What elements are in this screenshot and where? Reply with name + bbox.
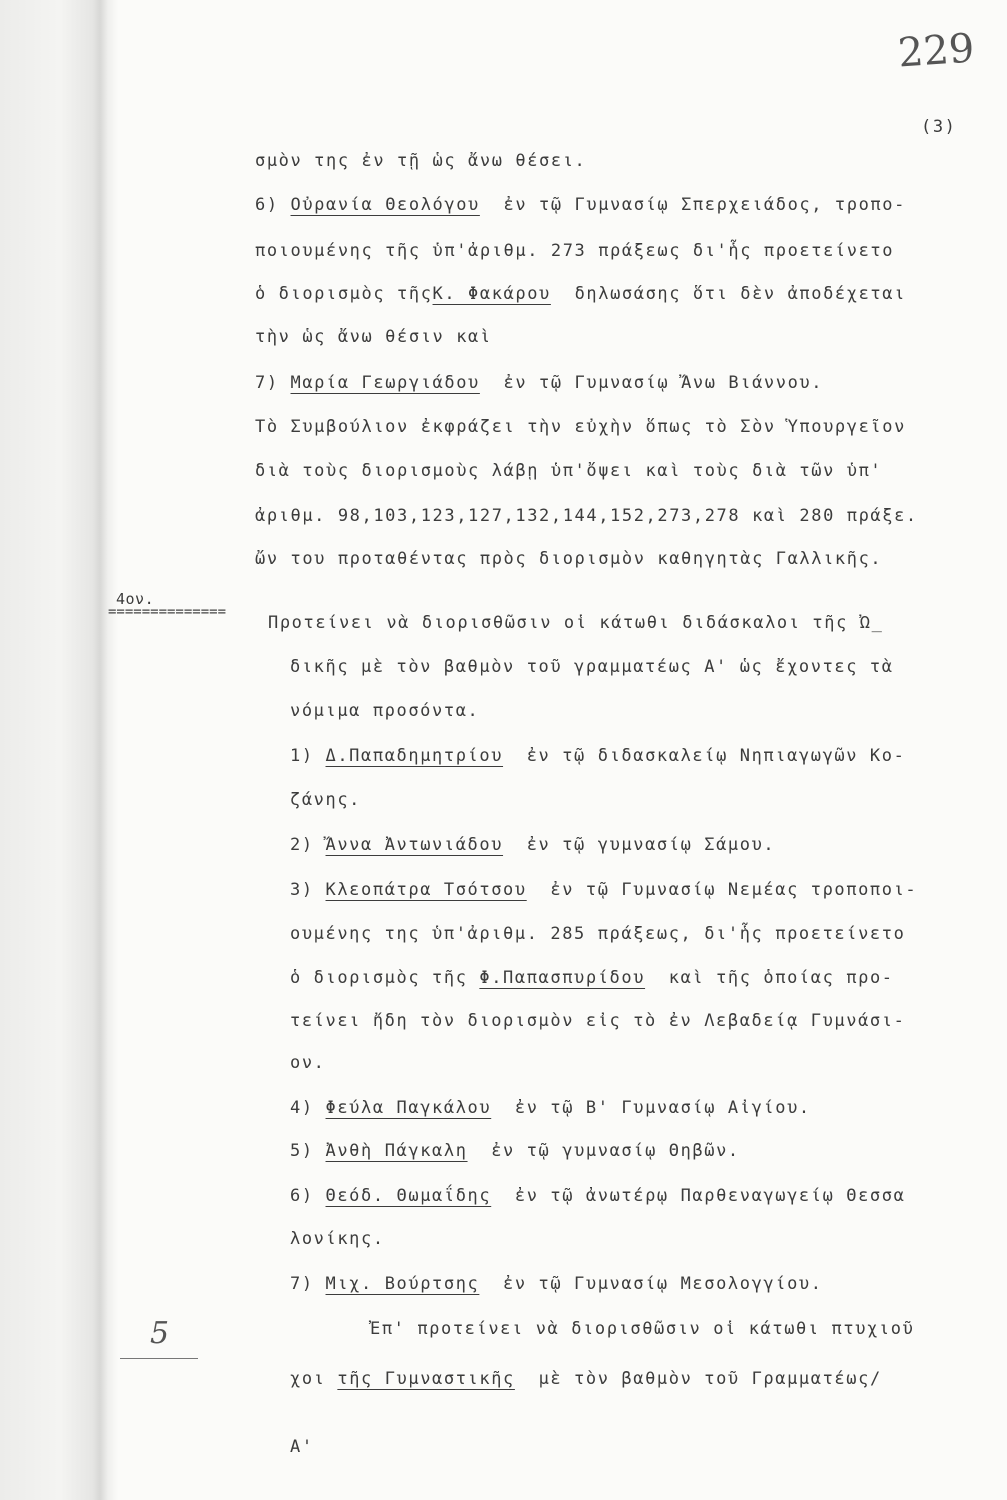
text-line: ποιουμένης τῆς ὑπ'ἀριθμ. 273 πράξεως δι'ἧς προετείνετο [255, 241, 895, 261]
margin-handwritten-rule [120, 1358, 198, 1359]
appointee-line: 5) Ἀνθὴ Πάγκαλη ἐν τῷ γυμνασίῳ Θηβῶν. [290, 1141, 740, 1161]
text-line: δικῆς μὲ τὸν βαθμὸν τοῦ γραμματέως Α' ὡς ἔχοντες τὰ [290, 657, 894, 677]
text-line: Ἐπ' προτείνει νὰ διορισθῶσιν οἱ κάτωθι πτυχιοῦ [370, 1319, 915, 1339]
appointee-name: Οὐρανία Θεολόγου [290, 195, 480, 215]
appointee-line: 1) Δ.Παπαδημητρίου ἐν τῷ διδασκαλείῳ Νηπιαγωγῶν Κο- [290, 746, 906, 766]
appointee-line: 2) Ἄννα Ἀντωνιάδου ἐν τῷ γυμνασίῳ Σάμου. [290, 835, 776, 855]
appointee-line: 7) Μιχ. Βούρτσης ἐν τῷ Γυμνασίῳ Μεσολογγίου. [290, 1274, 823, 1294]
appointee-line: 6) Θεόδ. Θωμαΐδης ἐν τῷ ἀνωτέρῳ Παρθεναγωγείῳ Θεσσα [290, 1186, 906, 1206]
text-line: ουμένης της ὑπ'ἀριθμ. 285 πράξεως, δι'ἧς προετείνετο [290, 924, 906, 944]
appointee-line: 4) Φεύλα Παγκάλου ἐν τῷ Β' Γυμνασίῳ Αἰγίου. [290, 1098, 811, 1118]
text-line: χοι τῆς Γυμναστικῆς μὲ τὸν βαθμὸν τοῦ Γραμματέως/ [290, 1369, 882, 1389]
margin-label: 4ον. [116, 590, 155, 608]
typed-page-number: (3) [921, 117, 957, 137]
section-opening-line: Προτείνει νὰ διορισθῶσιν οἱ κάτωθι διδάσκαλοι τῆς Ὠ_ [268, 613, 884, 633]
binding-shadow [0, 0, 118, 1500]
text-line: τείνει ἤδη τὸν διορισμὸν εἰς τὸ ἐν Λεβαδείᾳ Γυμνάσι- [290, 1011, 906, 1031]
appointee-name: Φ.Παπασπυρίδου [479, 968, 646, 988]
text-line: ὁ διορισμὸς τῆς Φ.Παπασπυρίδου καὶ τῆς ὁποίας προ- [290, 968, 894, 988]
appointee-line: 6) Οὐρανία Θεολόγου ἐν τῷ Γυμνασίῳ Σπερχειάδος, τροπο- [255, 195, 906, 215]
text-line: ον. [290, 1053, 326, 1073]
text-line: ζάνης. [290, 790, 362, 810]
text-line: διὰ τοὺς διορισμοὺς λάβῃ ὑπ'ὄψει καὶ τοὺς διὰ τῶν ὑπ' [255, 461, 883, 481]
text-line: Α' [290, 1437, 314, 1457]
text-line: σμὸν της ἐν τῇ ὡς ἄνω θέσει. [255, 151, 587, 171]
text-line: νόμιμα προσόντα. [290, 701, 480, 721]
text-line: ὤν του προταθέντας πρὸς διορισμὸν καθηγητὰς Γαλλικῆς. [255, 549, 883, 569]
appointee-name: Δ.Παπαδημητρίου [325, 746, 504, 766]
margin-double-rule: ============== [108, 604, 227, 620]
appointee-name: Κ. Φακάρου [432, 284, 551, 304]
appointee-name: Κλεοπάτρα Τσότσου [325, 880, 527, 900]
appointee-name: Φεύλα Παγκάλου [325, 1098, 492, 1118]
appointee-name: Μιχ. Βούρτσης [325, 1274, 480, 1294]
handwritten-page-number: 229 [896, 25, 976, 77]
text-line: Τὸ Συμβούλιον ἐκφράζει τὴν εὐχὴν ὅπως τὸ Σὸν Ὑπουργεῖον [255, 417, 906, 437]
appointee-name: Μαρία Γεωργιάδου [290, 373, 480, 393]
text-line: λονίκης. [290, 1229, 385, 1249]
appointee-name: τῆς Γυμναστικῆς [337, 1369, 515, 1389]
appointee-name: Ἀνθὴ Πάγκαλη [325, 1141, 468, 1161]
appointee-name: Θεόδ. Θωμαΐδης [325, 1186, 492, 1206]
text-line: ἀριθμ. 98,103,123,127,132,144,152,273,278 καὶ 280 πράξε. [255, 506, 918, 526]
appointee-line: 7) Μαρία Γεωργιάδου ἐν τῷ Γυμνασίῳ Ἄνω Βιάννου. [255, 373, 824, 393]
appointee-line: 3) Κλεοπάτρα Τσότσου ἐν τῷ Γυμνασίῳ Νεμέας τροποποι- [290, 880, 918, 900]
margin-handwritten-mark: 5 [150, 1316, 170, 1351]
appointee-name: Ἄννα Ἀντωνιάδου [325, 835, 504, 855]
text-line: ὁ διορισμὸς τῆςΚ. Φακάρου δηλωσάσης ὅτι δὲν ἀποδέχεται [255, 284, 906, 304]
text-line: τὴν ὡς ἄνω θέσιν καὶ [255, 327, 492, 347]
